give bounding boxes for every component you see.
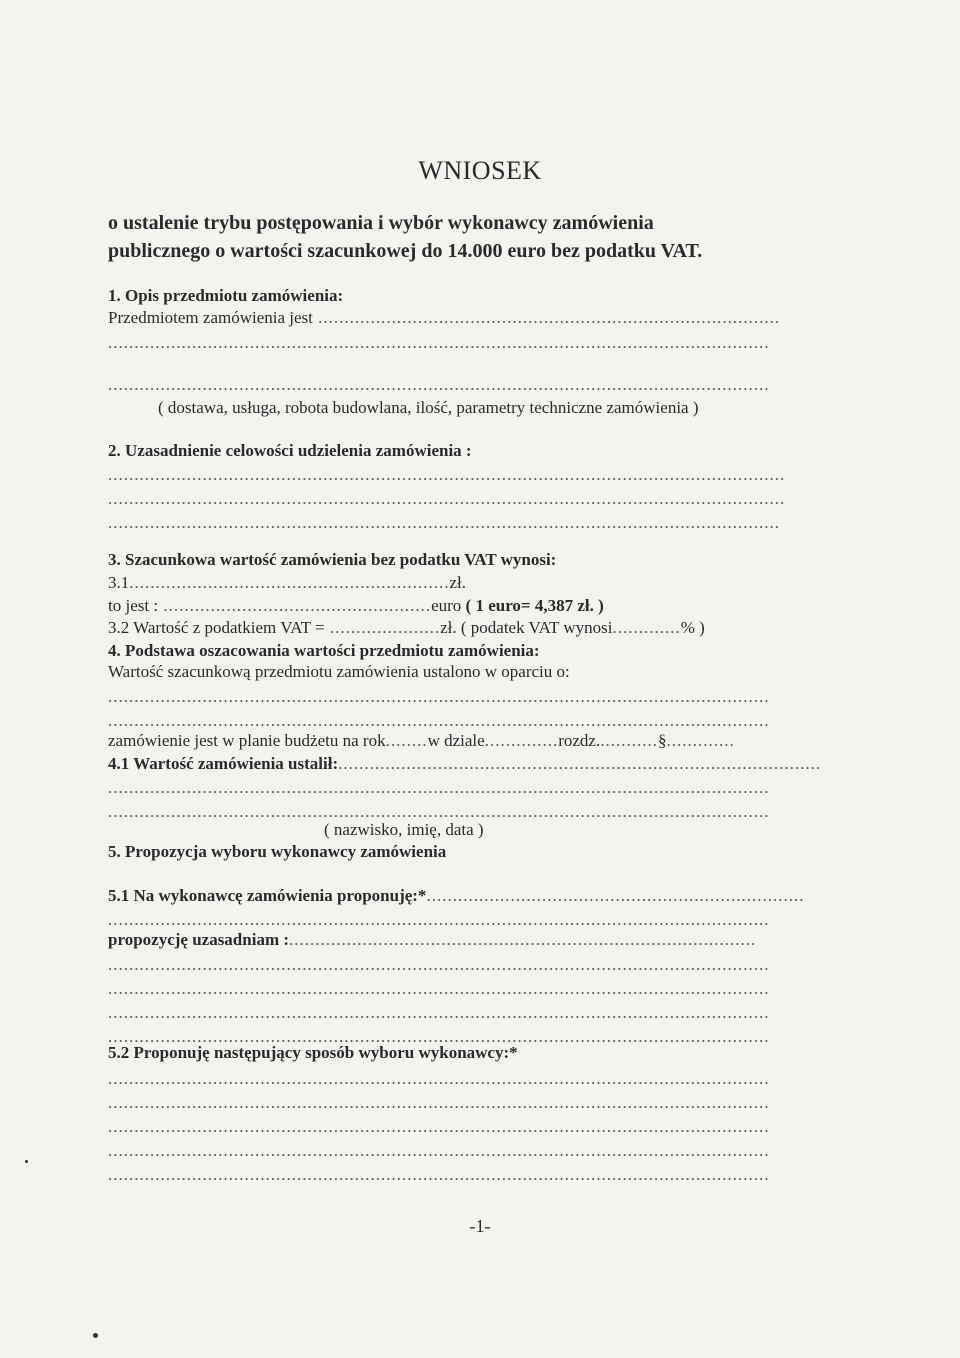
- ink-speck: [25, 1160, 28, 1163]
- section-3-1-label: 3.1: [108, 573, 130, 592]
- vat-value-field[interactable]: .....................: [324, 618, 441, 637]
- fill-line[interactable]: ..............................................................................................................................: [108, 375, 770, 394]
- fill-line[interactable]: ..............................................................................................................................: [108, 802, 770, 821]
- ink-speck: [93, 1333, 98, 1338]
- vat-rate-field[interactable]: .............: [612, 618, 681, 637]
- fill-line[interactable]: .................................................................................................................................: [108, 489, 786, 508]
- fill-line[interactable]: ..............................................................................................................................: [108, 1069, 770, 1088]
- fill-line[interactable]: ..............................................................................................................................: [108, 687, 770, 706]
- budget-plan-line: [108, 731, 735, 751]
- fill-line[interactable]: ..............................................................................................................................: [108, 955, 770, 974]
- fill-line[interactable]: ............................................................................................: [338, 754, 822, 773]
- to-jest-label: to jest :: [108, 596, 159, 615]
- percent-sign: % ): [680, 618, 705, 637]
- division-field[interactable]: ..............: [484, 731, 559, 750]
- section-1-note: ( dostawa, usługa, robota budowlana, ilość, parametry techniczne zamówienia ): [158, 398, 699, 417]
- paragraph-label: §: [657, 731, 667, 750]
- section-4-1-note: ( nazwisko, imię, data ): [324, 820, 484, 839]
- fill-line[interactable]: ..............................................................................................................................: [108, 1027, 770, 1046]
- section-4-1-heading: 4.1 Wartość zamówienia ustalił:: [108, 754, 339, 773]
- amount-pln-field[interactable]: .............................................................: [129, 573, 450, 592]
- chapter-label: rozdz.: [558, 731, 601, 750]
- section-5-2-heading: 5.2 Proponuję następujący sposób wyboru wykonawcy:*: [108, 1043, 518, 1062]
- vat-value-label: 3.2 Wartość z podatkiem VAT =: [108, 618, 325, 637]
- section-1-label: Przedmiotem zamówienia jest: [108, 308, 313, 327]
- paragraph-field[interactable]: .............: [666, 731, 735, 750]
- fill-line[interactable]: ..............................................................................................................................: [108, 1003, 770, 1022]
- fill-line[interactable]: ..............................................................................................................................: [108, 778, 770, 797]
- section-4-heading: 4. Podstawa oszacowania wartości przedmiotu zamówienia:: [108, 641, 540, 660]
- exchange-rate: ( 1 euro= 4,387 zł. ): [465, 596, 604, 615]
- request-subject-line-2: publicznego o wartości szacunkowej do 14.000 euro bez podatku VAT.: [108, 240, 703, 262]
- fill-line[interactable]: ..............................................................................................................................: [108, 711, 770, 730]
- fill-line[interactable]: ..............................................................................................................................: [108, 1165, 770, 1184]
- section-5-heading: 5. Propozycja wyboru wykonawcy zamówienia: [108, 842, 447, 861]
- fill-line[interactable]: ..............................................................................................................................: [108, 1093, 770, 1112]
- amount-euro-field[interactable]: ...................................................: [158, 596, 432, 615]
- section-3-heading: 3. Szacunkowa wartość zamówienia bez podatku VAT wynosi:: [108, 550, 557, 569]
- currency-pln: zł.: [449, 573, 467, 592]
- section-2-heading: 2. Uzasadnienie celowości udzielenia zamówienia :: [108, 441, 472, 460]
- fill-line[interactable]: ........................................................................: [426, 886, 805, 905]
- fill-line[interactable]: ..............................................................................................................................: [108, 333, 770, 352]
- fill-line[interactable]: ..............................................................................................................................: [108, 979, 770, 998]
- section-5-1-line: [108, 886, 804, 906]
- vat-rate-label: zł. ( podatek VAT wynosi: [440, 618, 613, 637]
- fill-line[interactable]: ..............................................................................................................................: [108, 910, 770, 929]
- budget-year-label: zamówienie jest w planie budżetu na rok: [108, 731, 386, 750]
- section-3-2-line: [108, 618, 705, 638]
- fill-line[interactable]: ..............................................................................................................................: [108, 1117, 770, 1136]
- section-4-1-line: [108, 754, 821, 774]
- document-title: WNIOSEK: [418, 156, 542, 185]
- section-4-text: Wartość szacunkową przedmiotu zamówienia ustalono w oparciu o:: [108, 662, 570, 681]
- fill-line[interactable]: ..............................................................................................................................: [108, 1141, 770, 1160]
- justification-line: [108, 930, 756, 950]
- division-label: w dziale: [427, 731, 485, 750]
- page-number: -1-: [469, 1216, 491, 1236]
- section-1-label-line: [108, 308, 780, 328]
- chapter-field[interactable]: ...........: [600, 731, 658, 750]
- euro-line: [108, 596, 604, 616]
- currency-euro: euro: [431, 596, 462, 615]
- fill-line[interactable]: ........................................................................................: [312, 308, 781, 327]
- section-3-1-line: [108, 573, 466, 593]
- fill-line[interactable]: .................................................................................................................................: [108, 465, 786, 484]
- section-5-1-heading: 5.1 Na wykonawcę zamówienia proponuję:*: [108, 886, 427, 905]
- justification-label: propozycję uzasadniam :: [108, 930, 290, 949]
- section-1-heading: 1. Opis przedmiotu zamówienia:: [108, 286, 344, 305]
- budget-year-field[interactable]: ........: [385, 731, 428, 750]
- request-subject-line-1: o ustalenie trybu postępowania i wybór wykonawcy zamówienia: [108, 212, 654, 234]
- fill-line[interactable]: .........................................................................................: [289, 930, 757, 949]
- fill-line[interactable]: ................................................................................................................................: [108, 513, 780, 532]
